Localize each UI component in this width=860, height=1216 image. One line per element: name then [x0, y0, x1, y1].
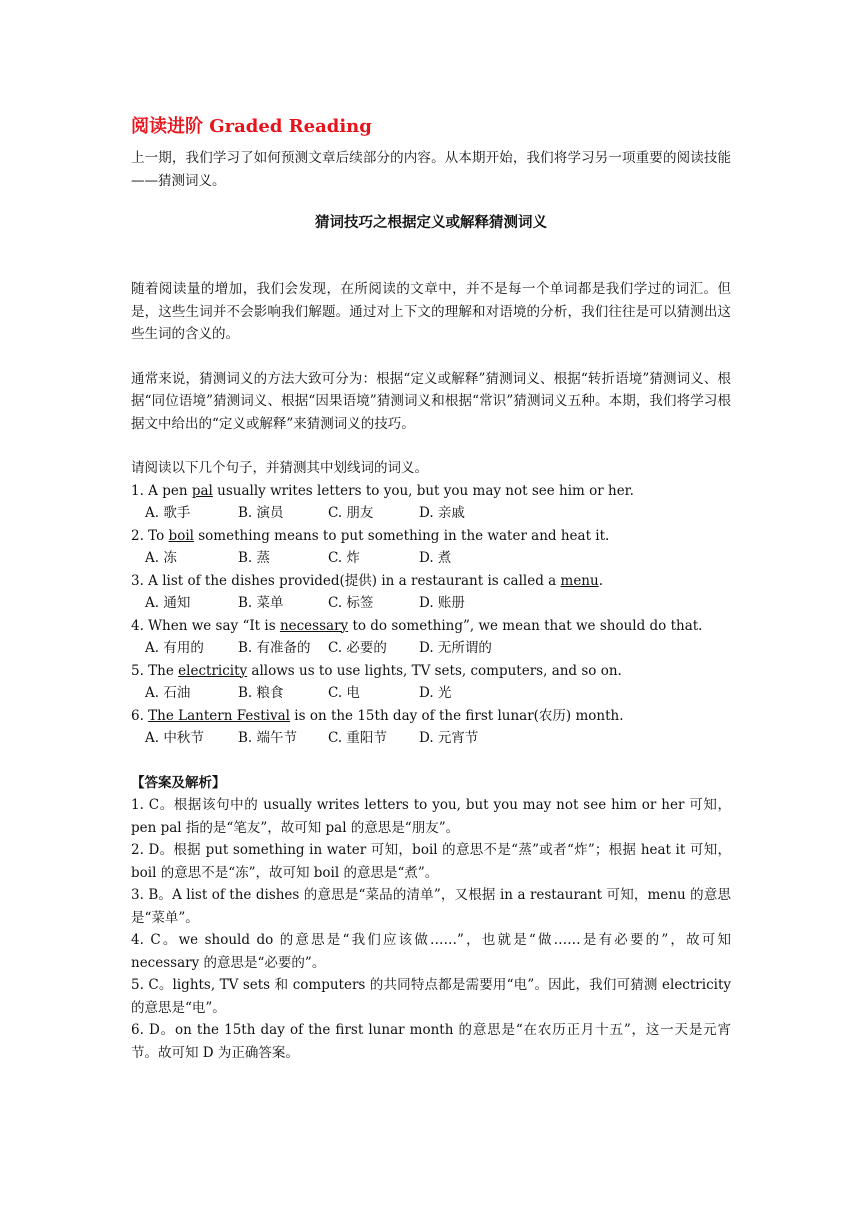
paragraph-2: 通常来说，猜测词义的方法大致可分为：根据“定义或解释”猜测词义、根据“转折语境”猜测词义、根据“同位语境”猜测词义、根据“因果语境”猜测词义和根据“常识”猜测词义五种。本期，我们将学习根据文中给出的“定义或解释”来猜测词义的技巧。	[131, 370, 731, 432]
option-d: D. 元宵节	[419, 730, 479, 746]
option-d: D. 亲戚	[419, 505, 465, 521]
option-a: A. 中秋节	[145, 730, 204, 746]
option-a: A. 有用的	[145, 640, 204, 656]
option-d: D. 无所谓的	[419, 640, 492, 656]
question-item	[131, 525, 731, 570]
option-b: B. 蒸	[238, 550, 271, 566]
option-b: B. 粮食	[238, 685, 284, 701]
answer-list	[131, 794, 731, 1064]
section-subtitle: 猜词技巧之根据定义或解释猜测词义	[315, 214, 547, 231]
question-text: 1. A pen pal usually writes letters to you, but you may not see him or her.	[131, 482, 634, 499]
underlined-word: pal	[191, 482, 213, 499]
underlined-word: electricity	[178, 662, 248, 679]
option-a: A. 通知	[145, 595, 191, 611]
answer-item: 4. C。we should do 的意思是“我们应该做……”，也就是“做……是有必要的”，故可知 necessary 的意思是“必要的”。	[131, 932, 731, 971]
underlined-word: necessary	[279, 617, 349, 634]
question-text: 6. The Lantern Festival is on the 15th day of the first lunar(农历) month.	[131, 707, 624, 724]
question-item	[131, 615, 731, 660]
answer-item: 5. C。lights, TV sets 和 computers 的共同特点都是需要用“电”。因此，我们可猜测 electricity 的意思是“电”。	[131, 977, 731, 1016]
underlined-word: The Lantern Festival	[148, 707, 290, 724]
question-text: 5. The electricity allows us to use lights, TV sets, computers, and so on.	[131, 662, 622, 679]
option-a: A. 冻	[145, 550, 177, 566]
options-row	[131, 727, 731, 750]
intro-paragraph: 上一期，我们学习了如何预测文章后续部分的内容。从本期开始，我们将学习另一项重要的阅读技能——猜测词义。	[131, 150, 731, 189]
option-c: C. 重阳节	[328, 730, 387, 746]
option-a: A. 歌手	[145, 505, 191, 521]
question-item	[131, 570, 731, 615]
options-row	[131, 547, 731, 570]
answer-item: 1. C。根据该句中的 usually writes letters to you, but you may not see him or her 可知，pen pal 指的是“笔友”，故可知 pal 的意思是“朋友”。	[131, 797, 731, 836]
underlined-word: menu	[560, 572, 599, 589]
answer-item: 3. B。A list of the dishes 的意思是“菜品的清单”，又根据 in a restaurant 可知，menu 的意思是“菜单”。	[131, 887, 731, 926]
underlined-word: boil	[168, 527, 194, 544]
option-b: B. 端午节	[238, 730, 298, 746]
paragraph-1: 随着阅读量的增加，我们会发现，在所阅读的文章中，并不是每一个单词都是我们学过的词汇。但是，这些生词并不会影响我们解题。通过对上下文的理解和对语境的分析，我们往往是可以猜测出这些生词的含义的。	[131, 281, 731, 342]
option-c: C. 电	[328, 685, 360, 701]
options-row	[131, 682, 731, 705]
answers-heading: 【答案及解析】	[131, 774, 226, 791]
answer-item: 6. D。on the 15th day of the first lunar month 的意思是“在农历正月十五”，这一天是元宵节。故可知 D 为正确答案。	[131, 1022, 731, 1061]
options-row	[131, 637, 731, 660]
option-c: C. 标签	[328, 595, 374, 611]
question-text: 3. A list of the dishes provided(提供) in a restaurant is called a menu.	[131, 572, 603, 589]
question-text: 2. To boil something means to put something in the water and heat it.	[131, 527, 610, 544]
option-c: C. 必要的	[328, 640, 387, 656]
option-d: D. 煮	[419, 550, 452, 566]
document-page	[131, 113, 731, 1064]
question-list	[131, 480, 731, 750]
option-b: B. 有准备的	[238, 640, 311, 656]
page-title: 阅读进阶 Graded Reading	[131, 116, 372, 137]
question-text: 4. When we say “It is necessary to do something”, we mean that we should do that.	[131, 617, 703, 634]
question-item	[131, 480, 731, 525]
option-c: C. 朋友	[328, 505, 374, 521]
option-d: D. 光	[419, 685, 452, 701]
option-d: D. 账册	[419, 595, 465, 611]
question-item	[131, 705, 731, 750]
instruction: 请阅读以下几个句子，并猜测其中划线词的词义。	[131, 460, 428, 476]
options-row	[131, 592, 731, 615]
option-b: B. 演员	[238, 505, 284, 521]
question-item	[131, 660, 731, 705]
options-row	[131, 502, 731, 525]
option-b: B. 菜单	[238, 595, 284, 611]
option-a: A. 石油	[145, 685, 191, 701]
answer-item: 2. D。根据 put something in water 可知，boil 的意思不是“蒸”或者“炸”；根据 heat it 可知，boil 的意思不是“冻”，故可知 boil 的意思是“煮”。	[131, 842, 731, 881]
option-c: C. 炸	[328, 550, 360, 566]
